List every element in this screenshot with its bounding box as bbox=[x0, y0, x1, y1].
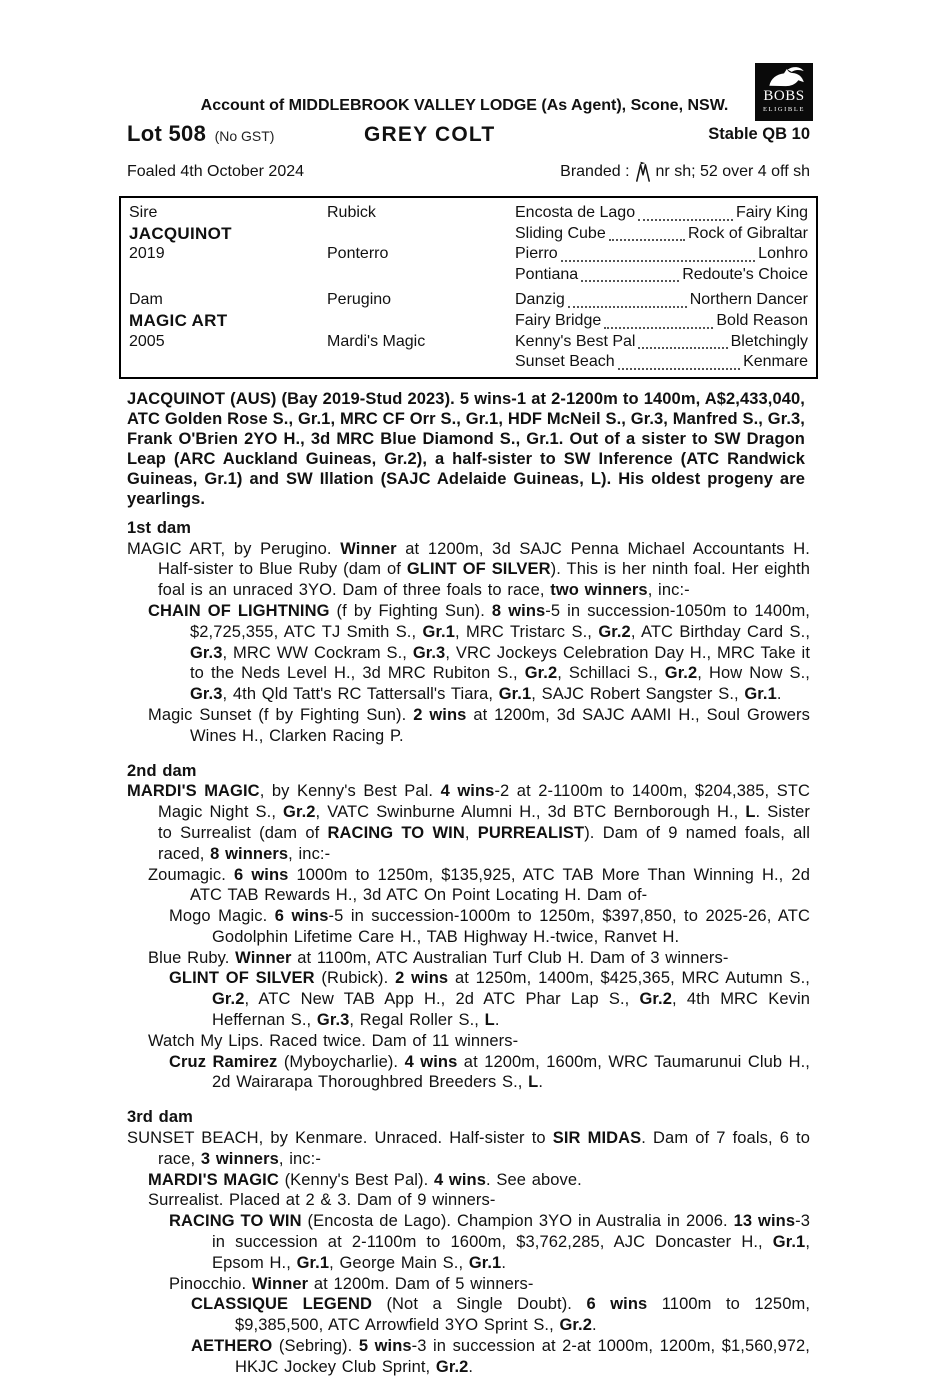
dam-year: 2005 bbox=[129, 332, 165, 350]
pedigree-entry: Surrealist. Placed at 2 & 3. Dam of 9 winners- bbox=[148, 1191, 496, 1210]
sire-name: JACQUINOT bbox=[129, 223, 232, 243]
stable-number: Stable QB 10 bbox=[708, 125, 810, 143]
ancestor-pair: Kenny's Best Pal Bletchingly bbox=[515, 332, 808, 350]
ancestor-pair: Fairy Bridge Bold Reason bbox=[515, 311, 808, 329]
section-heading: 1st dam bbox=[127, 518, 192, 537]
lot-number: Lot 508 bbox=[127, 121, 207, 146]
sire-granddam: Ponterro bbox=[327, 245, 389, 263]
dam-granddam: Mardi's Magic bbox=[327, 332, 426, 350]
dam-name: MAGIC ART bbox=[129, 310, 228, 330]
pedigree-entry: Pinocchio. Winner at 1200m. Dam of 5 winners- bbox=[169, 1274, 534, 1293]
ancestor-pair: Sliding Cube Rock of Gibraltar bbox=[515, 224, 808, 242]
dot-leader bbox=[618, 368, 740, 370]
foaled-row bbox=[119, 161, 818, 185]
pedigree-entry: MARDI'S MAGIC, by Kenny's Best Pal. 4 wins-2 at 2-1100m to 1400m, $204,385, STC Magic Night S., Gr.2, VATC Swinburne Alumni H., 3d BTC Bernborough H., L. Sister to Surrealist (dam of RACING TO WIN, PURREALIST). Dam of 9 named foals, all raced, 8 winners, inc:- bbox=[127, 782, 810, 863]
pedigree-dam-block bbox=[129, 290, 808, 372]
pedigree-entry: CLASSIQUE LEGEND (Not a Single Doubt). 6 wins 1100m to 1250m, $9,385,500, ATC Arrowfield 3YO Sprint S., Gr.2. bbox=[191, 1295, 811, 1335]
dot-leader bbox=[581, 280, 679, 282]
dam-role-label: Dam bbox=[129, 291, 163, 309]
page-title: GREY COLT bbox=[364, 123, 496, 146]
dam-sections bbox=[127, 518, 810, 1378]
pedigree-sire-block bbox=[129, 203, 808, 285]
dot-leader bbox=[561, 260, 755, 262]
dam-grandsire: Perugino bbox=[327, 291, 392, 309]
pedigree-entry: MARDI'S MAGIC (Kenny's Best Pal). 4 wins. See above. bbox=[148, 1170, 582, 1189]
pedigree-entry: Blue Ruby. Winner at 1100m, ATC Australian Turf Club H. Dam of 3 winners- bbox=[148, 948, 729, 967]
dot-leader bbox=[609, 239, 685, 241]
pedigree-entry: Magic Sunset (f by Fighting Sun). 2 wins at 1200m, 3d SAJC AAMI H., Soul Growers Wines H., Clarken Racing P. bbox=[148, 705, 810, 745]
pedigree-entry: SUNSET BEACH, by Kenmare. Unraced. Half-sister to SIR MIDAS. Dam of 7 foals, 6 to race, 3 winners, inc:- bbox=[127, 1129, 810, 1168]
pedigree-entry: CHAIN OF LIGHTNING (f by Fighting Sun). 8 wins-5 in succession-1050m to 1400m, $2,725,355, ATC TJ Smith S., Gr.1, MRC Tristarc S., Gr.2, ATC Birthday Card S., Gr.3, MRC WW Cockram S., Gr.3, VRC Jockeys Celebration Day H., MRC Take it to the Neds Level H., 3d MRC Rubiton S., Gr.2, Schillaci S., Gr.2, How Now S., Gr.3, 4th Qld Tatt's RC Tattersall's Tiara, Gr.1, SAJC Robert Sangster S., Gr.1. bbox=[148, 601, 811, 704]
sire-grandsire: Rubick bbox=[327, 204, 376, 221]
logo-text-eligible: ELIGIBLE bbox=[762, 106, 806, 113]
dot-leader bbox=[638, 347, 727, 349]
dot-leader bbox=[638, 219, 733, 221]
branded-label: Branded : bbox=[560, 162, 630, 180]
sire-role-label: Sire bbox=[129, 204, 158, 221]
pedigree-table bbox=[119, 196, 818, 379]
dot-leader bbox=[604, 327, 713, 329]
section-heading: 2nd dam bbox=[127, 761, 197, 780]
ancestor-pair: Pontiana Redoute's Choice bbox=[515, 265, 808, 283]
foaled-date: Foaled 4th October 2024 bbox=[127, 163, 305, 180]
pedigree-entry: RACING TO WIN (Encosta de Lago). Champion 3YO in Australia in 2006. 13 wins-3 in succession at 2-1100m to 1600m, $3,762,285, AJC Doncaster H., Gr.1, Epsom H., Gr.1, George Main S., Gr.1. bbox=[169, 1212, 811, 1272]
pedigree-entry: Cruz Ramirez (Myboycharlie). 4 wins at 1200m, 1600m, WRC Taumarunui Club H., 2d Wairarapa Thoroughbred Breeders S., L. bbox=[169, 1052, 810, 1092]
horse-brand-monogram-icon bbox=[634, 161, 652, 182]
sire-race-record: JACQUINOT (AUS) (Bay 2019-Stud 2023). 5 wins-1 at 2-1200m to 1400m, A$2,433,040, ATC Golden Rose S., Gr.1, MRC CF Orr S., Gr.1, HDF McNeil S., Gr.3, Manfred S., Gr.3, Frank O'Brien 2YO H., 3d MRC Blue Diamond S., Gr.1. Out of a sister to SW Dragon Leap (ARC Auckland Guineas, Gr.2), a half-sister to SW Inference (ATC Randwick Guineas, Gr.1) and SW Illation (SAJC Adelaide Guineas, L). His oldest progeny are yearlings. bbox=[127, 389, 805, 508]
dot-leader bbox=[568, 306, 687, 308]
account-line: Account of MIDDLEBROOK VALLEY LODGE (As Agent), Scone, NSW. bbox=[200, 97, 729, 114]
ancestor-pair: Encosta de Lago Fairy King bbox=[515, 204, 808, 221]
ancestor-pair: Pierro Lonhro bbox=[515, 245, 808, 263]
no-gst-label: (No GST) bbox=[214, 128, 275, 144]
pedigree-entry: Mogo Magic. 6 wins-5 in succession-1000m to 1250m, $397,850, to 2025-26, ATC Godolphin Lifetime Care H., TAB Highway H.-twice, Ranvet H. bbox=[169, 907, 810, 946]
sire-year: 2019 bbox=[129, 245, 165, 263]
ancestor-pair: Danzig Northern Dancer bbox=[515, 291, 808, 309]
pedigree-entry: Zoumagic. 6 wins 1000m to 1250m, $135,925, ATC TAB More Than Winning H., 2d ATC TAB Rewards H., 3d ATC On Point Locating H. Dam of- bbox=[148, 865, 810, 905]
section-heading: 3rd dam bbox=[127, 1108, 193, 1127]
ancestor-pair: Sunset Beach Kenmare bbox=[515, 353, 808, 371]
pedigree-entry: Watch My Lips. Raced twice. Dam of 11 winners- bbox=[148, 1031, 519, 1050]
logo-text-bobs: BOBS bbox=[763, 88, 805, 104]
branded-description: nr sh; 52 over 4 off sh bbox=[655, 162, 810, 180]
pedigree-entry: MAGIC ART, by Perugino. Winner at 1200m, 3d SAJC Penna Michael Accountants H. Half-sister to Blue Ruby (dam of GLINT OF SILVER). This is her ninth foal. Her eighth foal is an unraced 3YO. Dam of three foals to race, two winners, inc:- bbox=[127, 539, 810, 600]
pedigree-entry: GLINT OF SILVER (Rubick). 2 wins at 1250m, 1400m, $425,365, MRC Autumn S., Gr.2, ATC New TAB App H., 2d ATC Phar Lap S., Gr.2, 4th MRC Kevin Heffernan S., Gr.3, Regal Roller S., L. bbox=[169, 969, 810, 1030]
pedigree-entry: AETHERO (Sebring). 5 wins-3 in succession at 2-at 1000m, 1200m, $1,560,972, HKJC Jockey Club Sprint, Gr.2. bbox=[191, 1337, 810, 1376]
lot-row bbox=[119, 121, 818, 153]
